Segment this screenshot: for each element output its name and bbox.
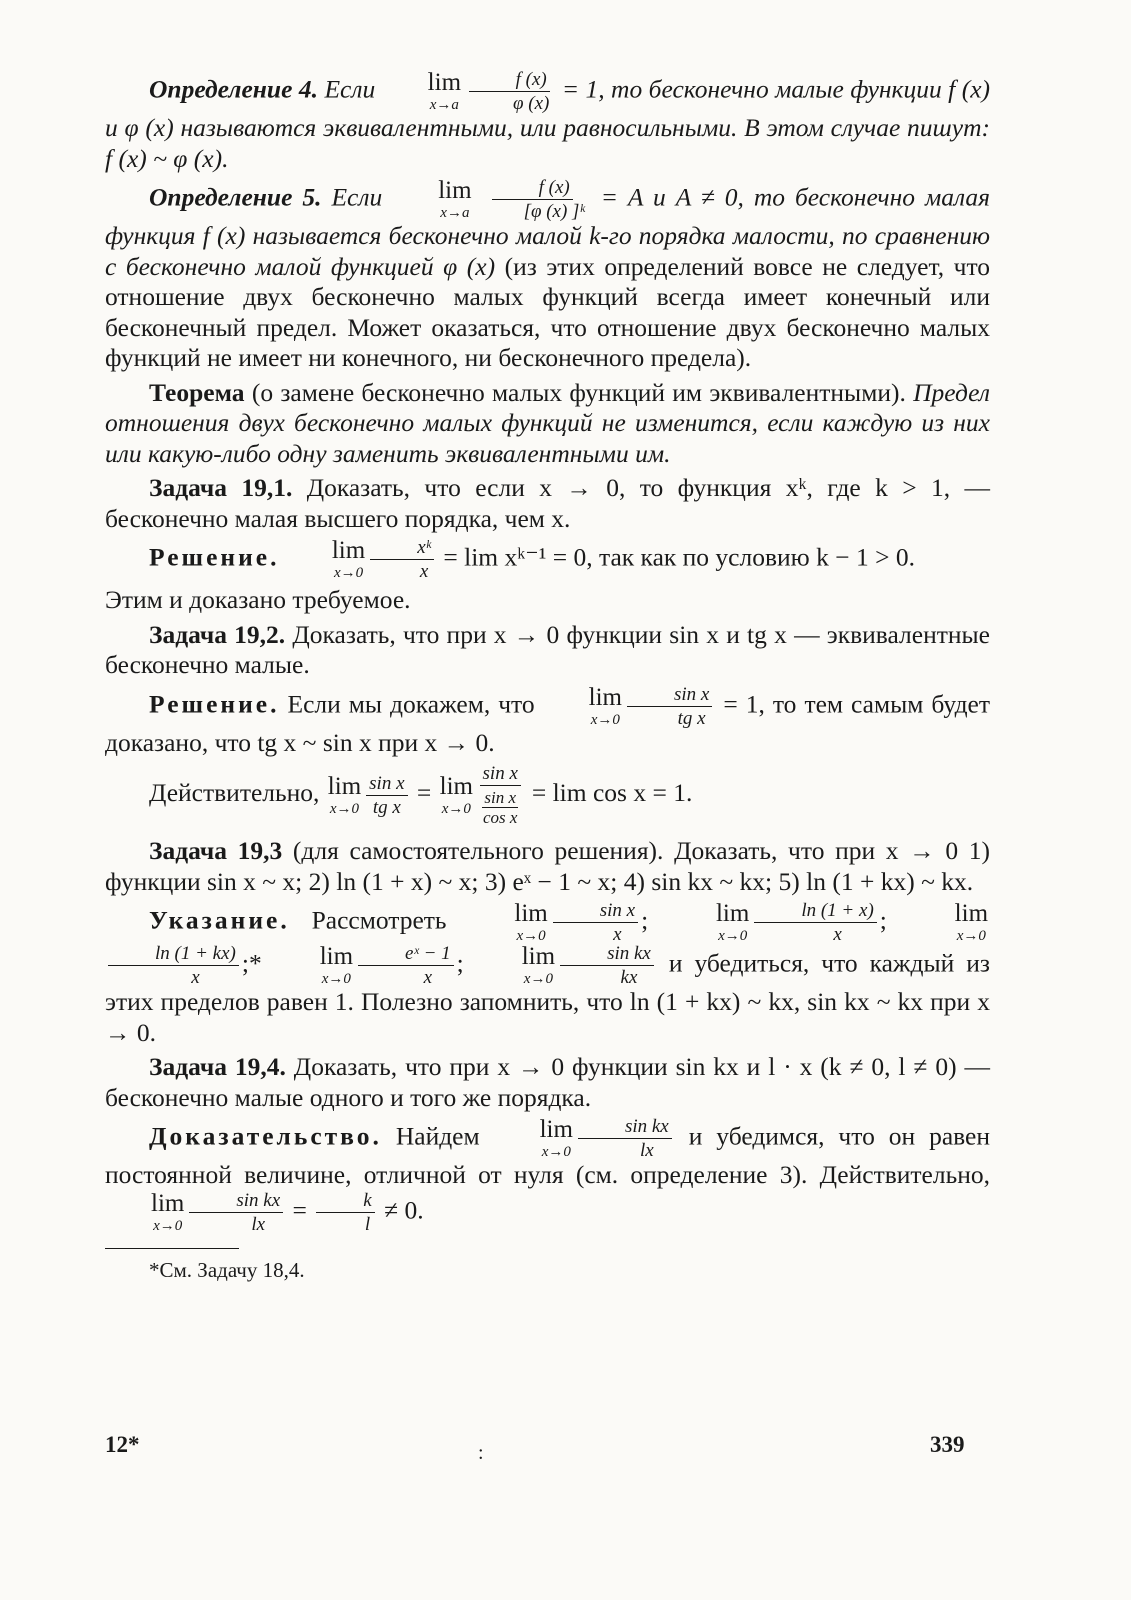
solution-heading: Решение. <box>149 542 280 572</box>
limit <box>470 901 547 944</box>
lim-word: lim <box>438 177 472 204</box>
theorem-heading: Теорема <box>149 377 245 407</box>
definition-4-heading: Определение 4. <box>149 74 318 104</box>
fraction <box>189 1191 283 1234</box>
limit <box>911 901 988 944</box>
lim-word: lim <box>319 943 354 970</box>
fraction <box>578 1117 672 1160</box>
lim-word: lim <box>439 772 473 800</box>
fraction <box>366 774 407 817</box>
limit <box>496 1117 573 1160</box>
text: (для самостоятельного решения). Доказать, что при x → 0 1) функции sin x ~ x; 2) ln (1 + x) ~ x; 3) eˣ − 1 ~ x; 4) sin kx ~ kx; 5) ln (1 + kx) ~ kx. <box>105 836 990 896</box>
text: Действительно, <box>819 1160 990 1189</box>
lim-word: lim <box>427 69 462 96</box>
footnote-marker: ;* <box>241 948 262 978</box>
denominator: φ (x) <box>513 93 550 114</box>
lim-subscript: x→0 <box>523 971 553 987</box>
numerator: sin x <box>480 764 521 786</box>
lim-word: lim <box>954 900 989 927</box>
lim-word: lim <box>715 900 750 927</box>
numerator: k <box>316 1191 374 1213</box>
numerator: f (x) <box>492 178 573 200</box>
lim-subscript: x→0 <box>541 1144 571 1160</box>
numerator: sin x <box>366 774 407 796</box>
lim-word: lim <box>151 1189 185 1217</box>
numerator: sin x <box>553 901 638 923</box>
fraction <box>477 178 588 221</box>
footnote: *См. Задачу 18,4. <box>149 1257 305 1282</box>
lim-word: lim <box>327 772 362 800</box>
limit <box>107 1191 184 1234</box>
denominator: lx <box>251 1213 266 1235</box>
denominator: x <box>191 967 200 988</box>
lim-subscript: x→0 <box>956 928 986 944</box>
text: = A и A ≠ 0, то бесконечно малая функция f (x) называется бесконечно малой k-го порядка малости, по сравнению с бесконечно малой функцией φ (x) <box>105 182 991 281</box>
problem-heading: Задача 19,1. <box>149 473 293 502</box>
lim-subscript: x→0 <box>590 711 620 728</box>
lim-subscript: x→0 <box>329 800 360 817</box>
limit <box>440 774 473 817</box>
lim-subscript: x→0 <box>516 928 546 944</box>
lim-word: lim <box>514 900 548 927</box>
text: и убедиться, что каждый из этих пределов равен 1. Полезно запомнить, что ln (1 + kx) ~ kx, sin kx ~ kx при x → 0. <box>105 948 990 1047</box>
problem-heading: Задача 19,2. <box>149 619 286 649</box>
fraction <box>560 944 654 987</box>
page-content <box>105 70 990 1285</box>
fraction <box>478 764 522 826</box>
denominator: x <box>419 561 429 582</box>
lim-subscript: x→0 <box>153 1217 183 1234</box>
text: Доказать, что при x → 0 функции sin x и tg x — эквивалентные бесконечно малые. <box>105 619 990 679</box>
denominator: x <box>613 924 622 945</box>
numerator: sin x <box>627 685 712 707</box>
definition-5 <box>105 178 990 374</box>
numerator: xᵏ <box>370 538 434 560</box>
solution-19-2 <box>105 685 990 759</box>
numerator: sin kx <box>189 1191 283 1213</box>
numerator: ln (1 + x) <box>754 901 876 923</box>
fraction <box>108 944 239 987</box>
lim-subscript: x→0 <box>441 800 471 817</box>
problem-19-3 <box>105 836 990 897</box>
text: = 1, то бесконечно малые функции f (x) и φ (x) называются эквивалентными, или равносильными. В этом случае пишут: f (x) ~ φ (x). <box>105 74 990 173</box>
fraction <box>466 70 552 113</box>
lim-subscript: x→a <box>440 205 470 221</box>
text: = 1, то тем самым будет доказано, что tg x ~ sin x при x → 0. <box>105 688 990 757</box>
lim-subscript: x→a <box>429 97 459 113</box>
lim-word: lim <box>539 1116 573 1143</box>
definition-5-heading: Определение 5. <box>149 182 322 212</box>
numerator: eˣ − 1 <box>358 944 454 966</box>
limit <box>545 685 622 728</box>
text: Если <box>331 182 383 212</box>
solution-heading: Решение. <box>149 688 280 718</box>
limit <box>384 70 461 113</box>
problem-19-1 <box>105 473 990 534</box>
text: (о замене бесконечно малых функций им эквивалентными). <box>244 377 914 407</box>
problem-19-2 <box>105 620 990 681</box>
solution-19-1 <box>105 538 990 581</box>
text: = lim xᵏ⁻¹ = 0, так как по условию k − 1 > 0. <box>443 542 915 572</box>
denominator: [φ (x) ]ᵏ <box>523 201 585 222</box>
problem-heading: Задача 19,4. <box>149 1052 286 1081</box>
text: Действительно, <box>149 777 320 807</box>
fraction <box>358 944 454 987</box>
fraction <box>754 901 876 944</box>
text: Рассмотреть <box>289 905 447 935</box>
denominator: tg x <box>372 796 401 818</box>
lim-word: lim <box>521 943 556 970</box>
fraction <box>553 901 638 944</box>
solution-19-1-conclusion: Этим и доказано требуемое. <box>105 585 411 614</box>
text: Если <box>324 74 376 104</box>
text: = lim cos x = 1. <box>531 777 693 807</box>
hint-heading: Указание. <box>149 905 290 935</box>
denominator: lx <box>639 1140 654 1161</box>
text: Доказать, что если x → 0, то функция xᵏ, где k > 1, — бесконечно малая высшего порядка, чем x. <box>105 473 990 533</box>
fraction <box>627 685 712 728</box>
limit <box>478 944 555 987</box>
denominator: l <box>364 1213 371 1235</box>
limit <box>288 538 365 581</box>
problem-19-4 <box>105 1052 990 1113</box>
footer-signature: 12* <box>105 1432 140 1457</box>
theorem <box>105 378 990 470</box>
denominator: x <box>833 924 842 945</box>
limit <box>394 178 471 221</box>
print-mark: : <box>478 1442 484 1464</box>
footnote-rule <box>105 1248 239 1249</box>
text: (из этих определений вовсе не следует, что отношение двух бесконечно малых функций всегда имеет конечный или бесконечный предел. Может оказаться, что отношение двух бесконечно малых функций не имеет ни конечного, ни бесконечного предела). <box>105 251 991 372</box>
numerator: ln (1 + kx) <box>108 944 239 966</box>
proof-heading: Доказательство. <box>149 1121 382 1151</box>
numerator: sin kx <box>578 1117 672 1139</box>
lim-word: lim <box>331 537 366 564</box>
text: ≠ 0. <box>384 1194 424 1224</box>
lim-word: lim <box>588 683 622 711</box>
text: Доказать, что при x → 0 функции sin kx и l · x (k ≠ 0, l ≠ 0) — бесконечно малые одного и того же порядка. <box>105 1052 990 1112</box>
denominator: x <box>423 967 433 988</box>
nested-fraction <box>481 789 519 826</box>
fraction <box>370 538 434 581</box>
text: Найдем <box>381 1121 480 1151</box>
nested-numerator: sin x <box>484 788 517 807</box>
text: Предел отношения двух бесконечно малых функций не изменится, если каждую из них или какую-либо одну заменить эквивалентными им. <box>105 377 990 468</box>
definition-4 <box>105 70 990 174</box>
indeed-equation: Действительно, lim x→0 $\frac{\text{sin x}}{\text{tg x}}$ = lim x→0 $\frac{\text{sin x}}{\frac{\text{sin x}}{\text{cos x}}}$ = lim cos x = 1. <box>149 763 693 827</box>
fraction <box>316 1191 374 1234</box>
text: и убедимся, что он равен постоянной величине, отличной от нуля (см. определение 3). <box>105 1121 991 1189</box>
lim-subscript: x→0 <box>333 565 364 581</box>
nested-denominator: cos x <box>482 808 518 827</box>
limit <box>276 944 353 987</box>
text: Если мы докажем, что <box>279 688 535 718</box>
denominator: kx <box>620 967 638 988</box>
problem-heading: Задача 19,3 <box>149 836 283 865</box>
hint: Указание. Рассмотреть lim x→0 $\frac{\text{sin x}}{x}$ ; lim x→0 $\frac{\ln (1 + x)}{x}$ ; lim x→0 $\frac{\ln (1 + kx)}{x}$ ;* lim x→0 $\frac{\text{eˣ − 1}}{x}$ ; lim x→0 $\frac{\text{sin kx}}{kx}$ и убедиться, что каждый из этих пределов равен 1. Полезно запомнить, что ln (1 + kx) ~ kx, sin kx ~ kx при x → 0. <box>105 900 990 1047</box>
page-number: 339 <box>930 1432 965 1457</box>
lim-subscript: x→0 <box>321 971 351 987</box>
numerator: sin kx <box>560 944 654 966</box>
limit <box>328 774 361 817</box>
denominator <box>478 786 522 826</box>
proof: Доказательство. Найдем lim x→0 $\frac{\text{sin kx}}{lx}$ и убедимся, что он равен постоянной величине, отличной от нуля (см. определение 3). Действительно, lim x→0 $\frac{\text{sin kx}}{lx}$ = $\frac{k}{l}$ ≠ 0. <box>105 1116 991 1235</box>
limit <box>672 901 749 944</box>
numerator: f (x) <box>469 70 550 92</box>
denominator: tg x <box>677 707 706 729</box>
lim-subscript: x→0 <box>718 928 748 944</box>
